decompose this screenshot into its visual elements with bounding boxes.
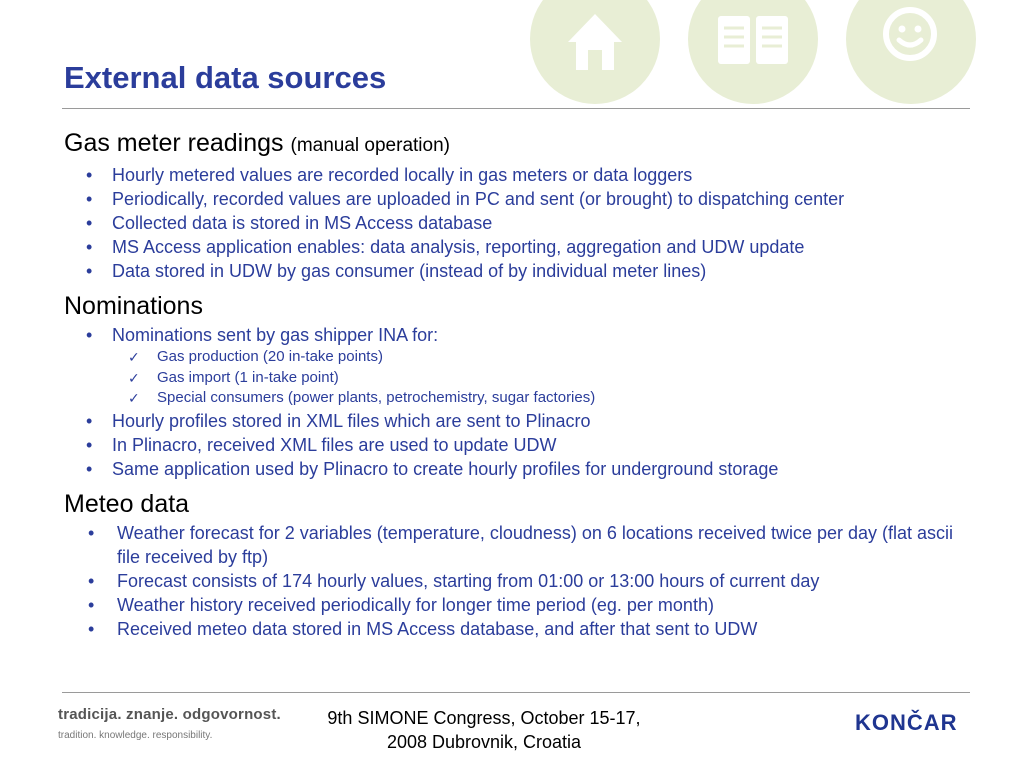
event-line-2: 2008 Dubrovnik, Croatia: [386, 732, 582, 752]
section-heading-text: Nominations: [64, 292, 203, 320]
checkmark-icon: ✓: [128, 349, 140, 365]
bullet-list: [64, 409, 974, 481]
check-list-item: [64, 388, 974, 409]
slide-title: External data sources: [64, 60, 387, 95]
smiley-icon: [846, 0, 976, 104]
tagline-translation: tradition. knowledge. responsibility.: [58, 730, 213, 741]
slide-content: [64, 126, 974, 647]
section-heading: [64, 126, 974, 163]
home-decoration: [530, 0, 660, 104]
smiley-decoration: [846, 0, 976, 104]
book-icon: [688, 0, 818, 104]
section-heading-note: (manual operation): [290, 135, 450, 156]
bullet-icon: •: [86, 410, 93, 431]
bullet-icon: •: [88, 618, 95, 639]
list-item: [64, 211, 974, 235]
bullet-icon: •: [88, 594, 95, 615]
section-heading-text: Meteo data: [64, 489, 190, 518]
bullet-icon: •: [86, 237, 93, 257]
list-item-text: In Plinacro, received XML files are used to update UDW: [112, 434, 557, 455]
list-item: [64, 521, 974, 569]
company-tagline: [58, 706, 281, 741]
section-heading-text: Gas meter readings: [64, 129, 284, 157]
list-item: [64, 409, 974, 433]
list-item-text: Same application used by Plinacro to create hourly profiles for underground storage: [112, 458, 779, 479]
list-item-text: Nominations sent by gas shipper INA for:: [112, 325, 439, 345]
bullet-icon: •: [88, 522, 95, 543]
book-decoration: [688, 0, 818, 104]
list-item: [64, 433, 974, 457]
bullet-icon: •: [86, 458, 93, 479]
bullet-icon: •: [88, 570, 95, 591]
section-heading: [64, 289, 974, 323]
checkmark-icon: ✓: [128, 390, 140, 406]
section-nominations: [64, 289, 974, 481]
check-list-item: [64, 368, 974, 389]
section-heading: [64, 487, 974, 521]
list-item-text: Received meteo data stored in MS Access database, and after that sent to UDW: [117, 618, 758, 639]
list-item: [64, 569, 974, 593]
check-list-item-text: Special consumers (power plants, petrochemistry, sugar factories): [157, 389, 596, 406]
bullet-icon: •: [86, 165, 93, 185]
list-item: [64, 235, 974, 259]
list-item-text: Data stored in UDW by gas consumer (instead of by individual meter lines): [112, 261, 707, 281]
section-gas-meter-readings: [64, 126, 974, 283]
bullet-icon: •: [86, 434, 93, 455]
list-item-text: Forecast consists of 174 hourly values, starting from 01:00 or 13:00 hours of current day: [117, 570, 820, 591]
tagline-text: tradicija. znanje. odgovornost.: [58, 706, 281, 723]
koncar-logo: KONČAR: [855, 710, 958, 735]
list-item: [64, 323, 974, 347]
list-item-text: Periodically, recorded values are uploaded in PC and sent (or brought) to dispatching center: [112, 189, 845, 209]
bullet-icon: •: [86, 213, 93, 233]
list-item: [64, 457, 974, 481]
bullet-icon: •: [86, 325, 93, 345]
bullet-icon: •: [86, 189, 93, 209]
check-list: [64, 347, 974, 409]
list-item-text: Weather history received periodically for longer time period (eg. per month): [117, 594, 714, 615]
list-item-text: Weather forecast for 2 variables (temperature, cloudness) on 6 locations received twice per day (flat ascii file received by ftp): [117, 522, 954, 567]
list-item-text: Collected data is stored in MS Access database: [112, 213, 493, 233]
title-divider: [62, 108, 970, 109]
event-info: [296, 706, 672, 754]
check-list-item-text: Gas production (20 in-take points): [157, 348, 383, 365]
list-item-text: Hourly profiles stored in XML files which are sent to Plinacro: [112, 410, 591, 431]
list-item: [64, 163, 974, 187]
event-line-1: 9th SIMONE Congress, October 15-17,: [327, 708, 641, 728]
bullet-list: [64, 323, 974, 347]
list-item: [64, 617, 974, 641]
checkmark-icon: ✓: [128, 369, 140, 386]
check-list-item: [64, 347, 974, 368]
list-item-text: MS Access application enables: data analysis, reporting, aggregation and UDW update: [112, 237, 805, 257]
check-list-item-text: Gas import (1 in-take point): [157, 368, 339, 386]
bullet-icon: •: [86, 261, 93, 281]
list-item: [64, 259, 974, 283]
home-icon: [530, 0, 660, 104]
section-meteo-data: [64, 487, 974, 641]
list-item: [64, 187, 974, 211]
bullet-list: [64, 521, 974, 641]
bullet-list: [64, 163, 974, 283]
list-item-text: Hourly metered values are recorded locally in gas meters or data loggers: [112, 165, 693, 185]
list-item: [64, 593, 974, 617]
footer-divider: [62, 692, 970, 693]
